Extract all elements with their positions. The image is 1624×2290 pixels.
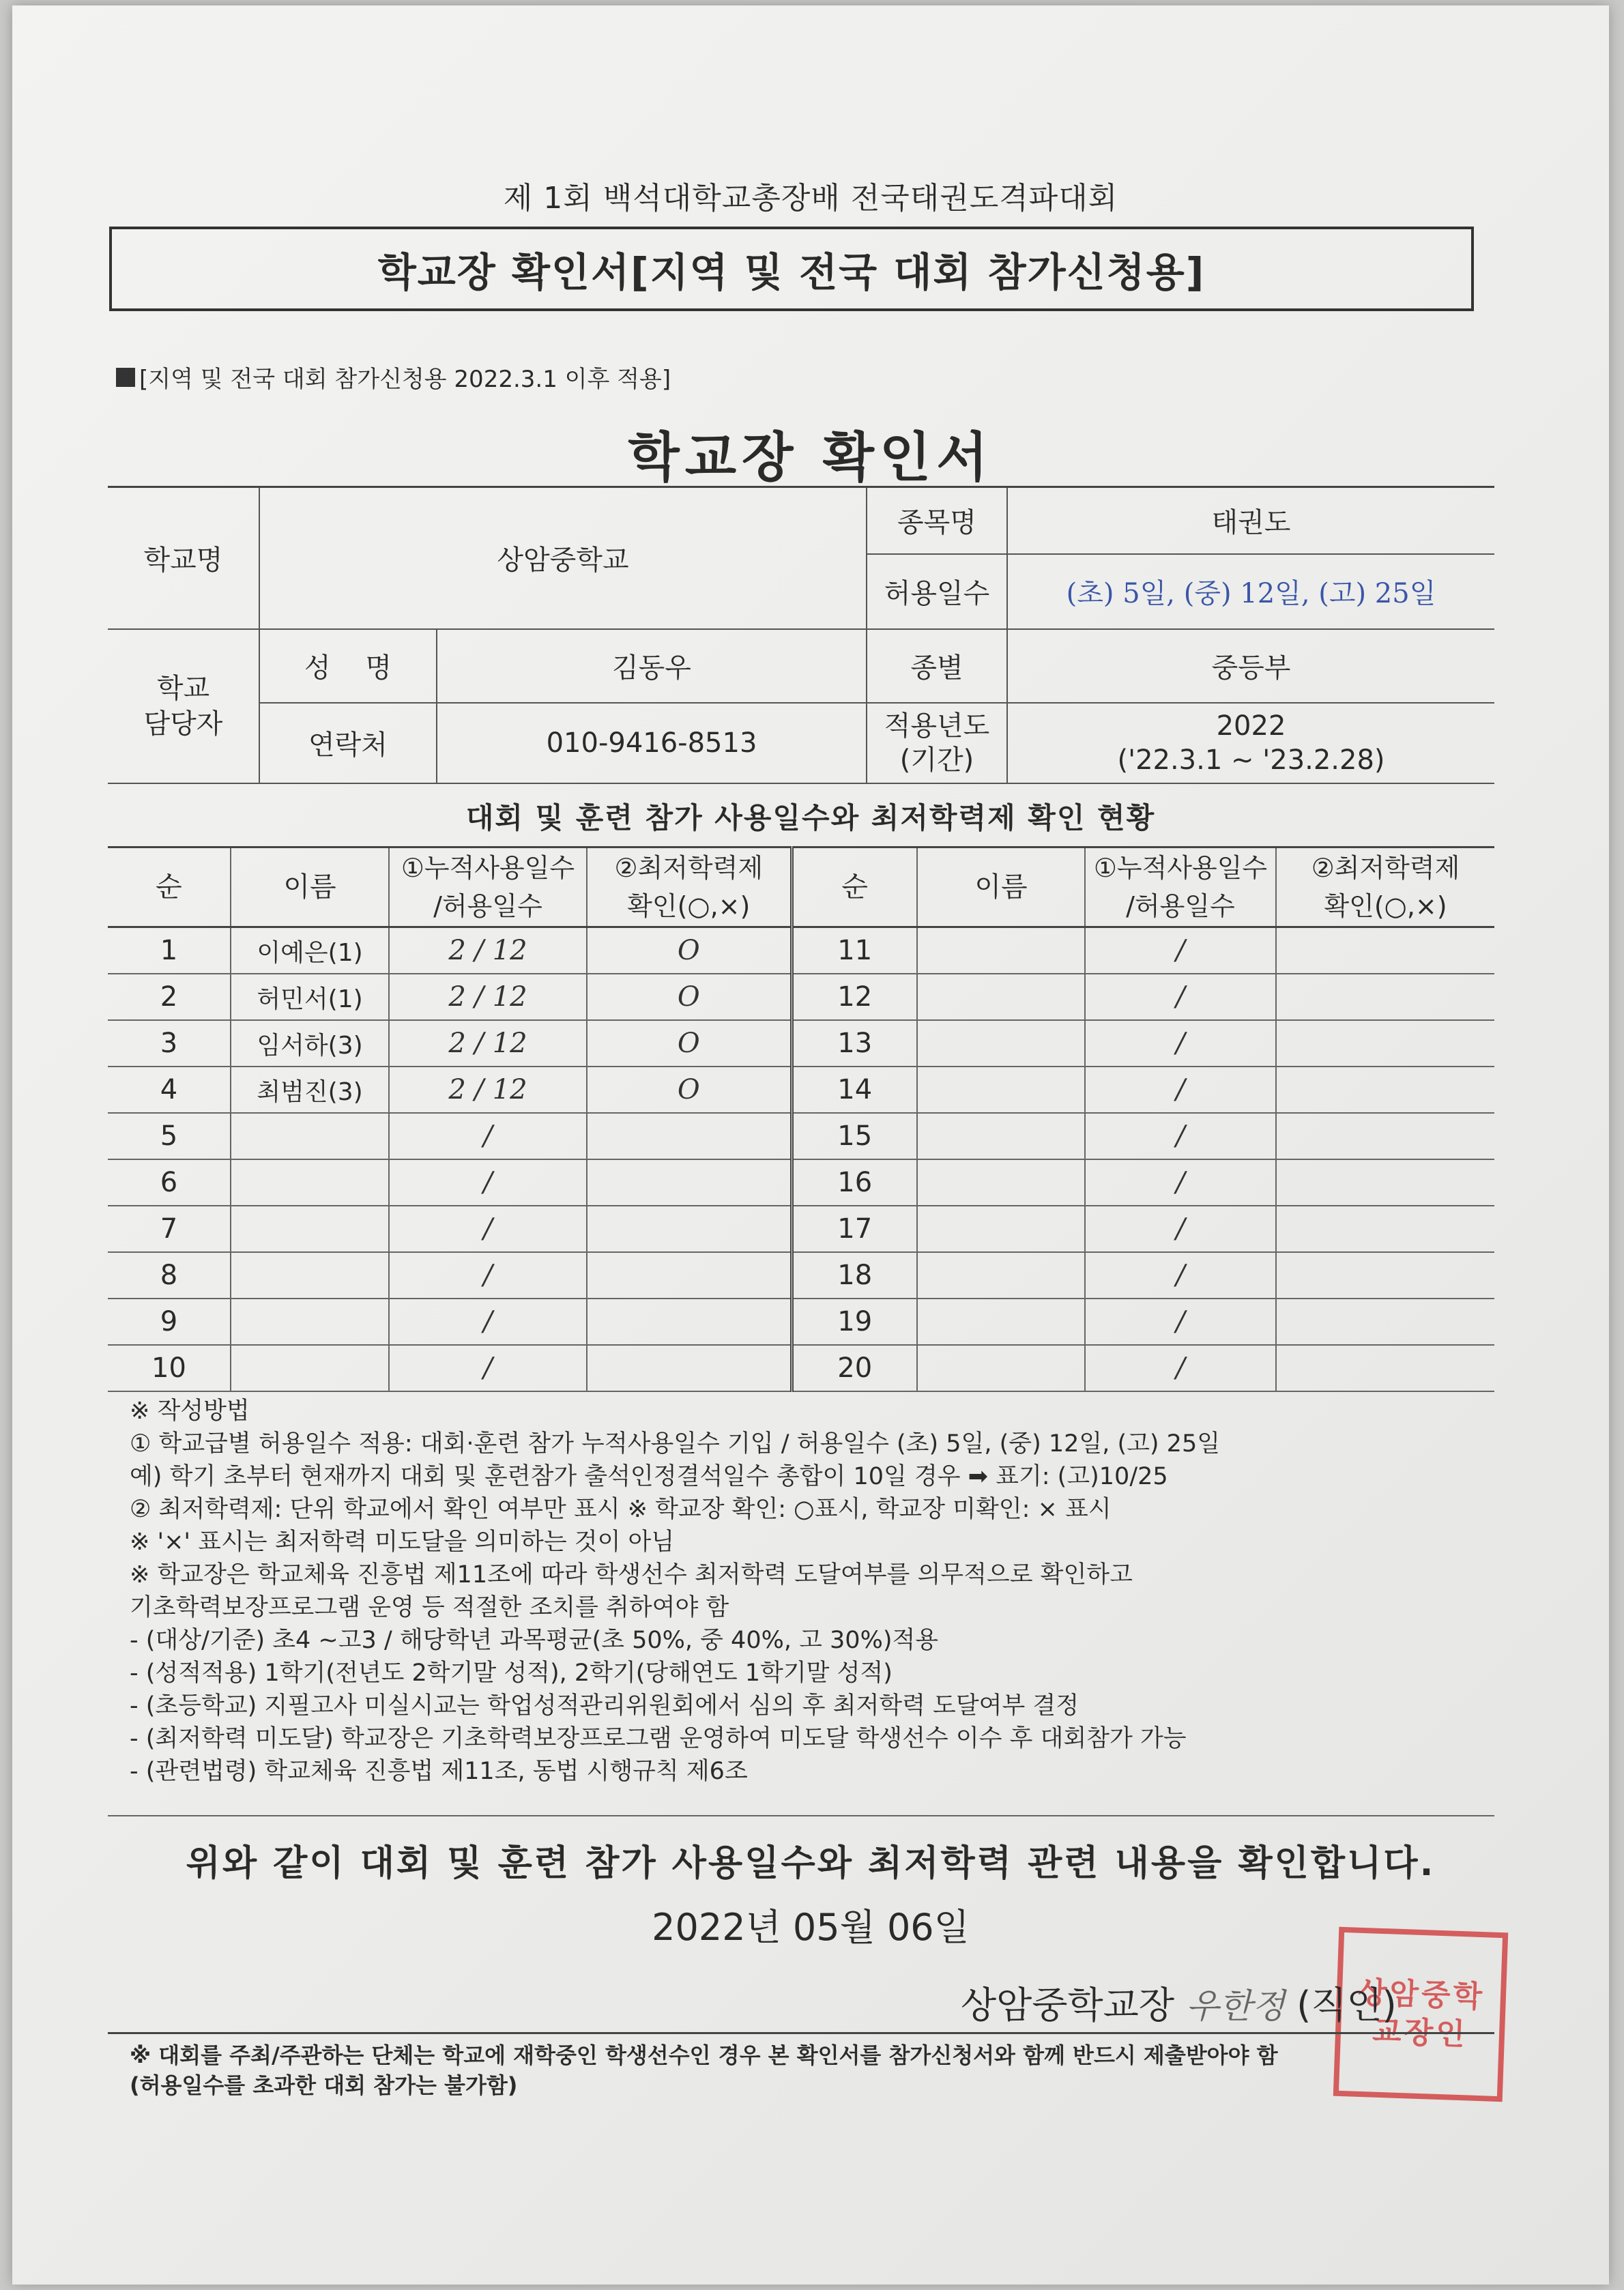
- handwritten-signature: 우한정: [1186, 1986, 1286, 2026]
- min-academic-check: O: [587, 1020, 792, 1067]
- row-number: 5: [108, 1113, 231, 1159]
- student-name: [231, 1345, 389, 1391]
- divider: [108, 1815, 1494, 1816]
- confirmation-statement: 위와 같이 대회 및 훈련 참가 사용일수와 최저학력 관련 내용을 확인합니다.: [186, 1843, 1436, 1884]
- student-name: 임서하(3): [231, 1020, 389, 1067]
- min-academic-check: [587, 1206, 792, 1252]
- min-academic-check: [587, 1299, 792, 1345]
- instructions: [130, 1395, 1494, 1788]
- used-days: /: [389, 1252, 587, 1299]
- used-days: /: [389, 1299, 587, 1345]
- table-row: [108, 1299, 1494, 1345]
- header-name-2: 이름: [917, 847, 1085, 927]
- instruction-line: ※ 작성방법: [130, 1397, 250, 1425]
- row-number: 17: [792, 1206, 917, 1252]
- student-name: [917, 974, 1085, 1020]
- seal-note: (직인): [1296, 1984, 1397, 2027]
- used-days: /: [389, 1113, 587, 1159]
- student-name: [231, 1113, 389, 1159]
- min-academic-check: [587, 1252, 792, 1299]
- document-title: 학교장 확인서[지역 및 전국 대회 참가신청용]: [377, 249, 1206, 295]
- principal-signature-line: [961, 1976, 1397, 2029]
- min-academic-check: [1276, 1345, 1494, 1391]
- min-academic-check: [1276, 1159, 1494, 1206]
- row-number: 12: [792, 974, 917, 1020]
- min-academic-check: [1276, 1206, 1494, 1252]
- table-row: [108, 1113, 1494, 1159]
- student-name: [917, 1206, 1085, 1252]
- category-value: 중등부: [1007, 629, 1494, 703]
- instruction-line: 예) 학기 초부터 현재까지 대회 및 훈련참가 출석인정결석일수 총합이 10일 경우 ➡ 표기: (고)10/25: [130, 1463, 1168, 1490]
- student-name: [917, 1252, 1085, 1299]
- used-days: /: [1085, 1159, 1276, 1206]
- name-value: 김동우: [437, 629, 867, 703]
- row-number: 7: [108, 1206, 231, 1252]
- row-number: 18: [792, 1252, 917, 1299]
- instruction-line: 기초학력보장프로그램 운영 등 적절한 조치를 취하여야 함: [130, 1594, 729, 1621]
- school-name: 상암중학교: [259, 487, 867, 629]
- instruction-line: ② 최저학력제: 단위 학교에서 확인 여부만 표시 ※ 학교장 확인: ○표시, 학교장 미확인: × 표시: [130, 1496, 1112, 1523]
- min-academic-check: [1276, 1020, 1494, 1067]
- student-name: [231, 1299, 389, 1345]
- used-days: /: [1085, 1067, 1276, 1113]
- allowed-days-label: 허용일수: [867, 554, 1007, 629]
- used-days: 2 / 12: [389, 927, 587, 974]
- header-days-2: ①누적사용일수 /허용일수: [1085, 847, 1276, 927]
- instruction-line: - (최저학력 미도달) 학교장은 기초학력보장프로그램 운영하여 미도달 학생선수 이수 후 대회참가 가능: [130, 1725, 1187, 1752]
- row-number: 10: [108, 1345, 231, 1391]
- document-date: 2022년 05월 06일: [652, 1906, 970, 1949]
- used-days: /: [389, 1159, 587, 1206]
- instruction-line: ① 학교급별 허용일수 적용: 대회·훈련 참가 누적사용일수 기입 / 허용일수 (초) 5일, (중) 12일, (고) 25일: [130, 1430, 1221, 1458]
- applied-note-text: [지역 및 전국 대회 참가신청용 2022.3.1 이후 적용]: [139, 366, 671, 393]
- student-name: [917, 927, 1085, 974]
- name-label: 성 명: [259, 629, 437, 703]
- instruction-line: - (관련법령) 학교체육 진흥법 제11조, 동법 시행규칙 제6조: [130, 1758, 748, 1785]
- student-name: [917, 1020, 1085, 1067]
- row-number: 1: [108, 927, 231, 974]
- instruction-line: ※ '×' 표시는 최저학력 미도달을 의미하는 것이 아님: [130, 1528, 675, 1556]
- row-number: 9: [108, 1299, 231, 1345]
- table-row: [108, 1020, 1494, 1067]
- student-name: [231, 1206, 389, 1252]
- min-academic-check: O: [587, 1067, 792, 1113]
- applied-note: [116, 360, 671, 394]
- status-title: 대회 및 훈련 참가 사용일수와 최저학력제 확인 현황: [465, 801, 1156, 835]
- used-days: /: [1085, 1252, 1276, 1299]
- header-name: 이름: [231, 847, 389, 927]
- footer-line: ※ 대회를 주최/주관하는 단체는 학교에 재학중인 학생선수인 경우 본 확인서를 참가신청서와 함께 반드시 제출받아야 함: [130, 2042, 1278, 2068]
- year-label: 적용년도 (기간): [867, 703, 1007, 783]
- min-academic-check: [1276, 1113, 1494, 1159]
- used-days: /: [1085, 1345, 1276, 1391]
- row-number: 19: [792, 1299, 917, 1345]
- table-row: [108, 1252, 1494, 1299]
- student-name: 허민서(1): [231, 974, 389, 1020]
- document-page: [12, 5, 1609, 2285]
- instruction-line: - (대상/기준) 초4 ~고3 / 해당학년 과목평균(초 50%, 중 40%, 고 30%)적용: [130, 1627, 939, 1654]
- student-name: [917, 1299, 1085, 1345]
- min-academic-check: [1276, 1067, 1494, 1113]
- row-number: 8: [108, 1252, 231, 1299]
- used-days: /: [1085, 974, 1276, 1020]
- header-no-2: 순: [792, 847, 917, 927]
- contact-value: 010-9416-8513: [437, 703, 867, 783]
- student-name: [917, 1113, 1085, 1159]
- row-number: 15: [792, 1113, 917, 1159]
- main-title: 학교장 확인서: [628, 427, 994, 489]
- used-days: 2 / 12: [389, 1020, 587, 1067]
- min-academic-check: O: [587, 927, 792, 974]
- header-check-2: ②최저학력제 확인(○,×): [1276, 847, 1494, 927]
- row-number: 3: [108, 1020, 231, 1067]
- min-academic-check: [1276, 927, 1494, 974]
- instruction-line: - (초등학교) 지필고사 미실시교는 학업성적관리위원회에서 심의 후 최저학력 도달여부 결정: [130, 1692, 1079, 1720]
- used-days: /: [1085, 1020, 1276, 1067]
- used-days: /: [1085, 927, 1276, 974]
- year-value: 2022 ('22.3.1 ~ '23.2.28): [1007, 703, 1494, 783]
- row-number: 6: [108, 1159, 231, 1206]
- instruction-line: ※ 학교장은 학교체육 진흥법 제11조에 따라 학생선수 최저학력 도달여부를 의무적으로 확인하고: [130, 1561, 1133, 1589]
- used-days: 2 / 12: [389, 1067, 587, 1113]
- header-no: 순: [108, 847, 231, 927]
- footer-note: [130, 2040, 1278, 2100]
- manager-label: 학교 담당자: [108, 629, 259, 783]
- student-name: [917, 1159, 1085, 1206]
- table-row: [108, 1345, 1494, 1391]
- table-row: [108, 974, 1494, 1020]
- instruction-line: - (성적적용) 1학기(전년도 2학기말 성적), 2학기(당해연도 1학기말 성적): [130, 1659, 893, 1687]
- school-label: 학교명: [108, 487, 259, 629]
- student-name: 최범진(3): [231, 1067, 389, 1113]
- table-row: [108, 927, 1494, 974]
- min-academic-check: [587, 1159, 792, 1206]
- table-row: [108, 1206, 1494, 1252]
- student-name: 이예은(1): [231, 927, 389, 974]
- row-number: 16: [792, 1159, 917, 1206]
- header-days: ①누적사용일수 /허용일수: [389, 847, 587, 927]
- min-academic-check: O: [587, 974, 792, 1020]
- header-check: ②최저학력제 확인(○,×): [587, 847, 792, 927]
- event-label: 종목명: [867, 487, 1007, 554]
- row-number: 20: [792, 1345, 917, 1391]
- row-number: 13: [792, 1020, 917, 1067]
- min-academic-check: [1276, 974, 1494, 1020]
- student-name: [231, 1159, 389, 1206]
- status-table: [108, 846, 1494, 1392]
- used-days: /: [389, 1345, 587, 1391]
- min-academic-check: [587, 1345, 792, 1391]
- square-bullet-icon: [116, 368, 135, 387]
- event-value: 태권도: [1007, 487, 1494, 554]
- contact-label: 연락처: [259, 703, 437, 783]
- student-name: [917, 1067, 1085, 1113]
- footer-divider: [108, 2032, 1494, 2034]
- principal-label: 상암중학교장: [961, 1984, 1174, 2027]
- competition-name: 제 1회 백석대학교총장배 전국태권도격파대회: [503, 181, 1118, 216]
- min-academic-check: [1276, 1252, 1494, 1299]
- used-days: /: [1085, 1299, 1276, 1345]
- table-row: [108, 1159, 1494, 1206]
- row-number: 14: [792, 1067, 917, 1113]
- allowed-days-value: (초) 5일, (중) 12일, (고) 25일: [1007, 554, 1494, 629]
- footer-line: (허용일수를 초과한 대회 참가는 불가함): [130, 2072, 518, 2098]
- school-info-table: [108, 486, 1494, 784]
- min-academic-check: [587, 1113, 792, 1159]
- used-days: /: [1085, 1206, 1276, 1252]
- category-label: 종별: [867, 629, 1007, 703]
- row-number: 11: [792, 927, 917, 974]
- student-name: [917, 1345, 1085, 1391]
- document-title-box: [109, 227, 1474, 311]
- table-row: [108, 1067, 1494, 1113]
- used-days: 2 / 12: [389, 974, 587, 1020]
- used-days: /: [1085, 1113, 1276, 1159]
- row-number: 2: [108, 974, 231, 1020]
- row-number: 4: [108, 1067, 231, 1113]
- student-name: [231, 1252, 389, 1299]
- min-academic-check: [1276, 1299, 1494, 1345]
- seal-text: 상암중학교장인: [1357, 1975, 1485, 2053]
- used-days: /: [389, 1206, 587, 1252]
